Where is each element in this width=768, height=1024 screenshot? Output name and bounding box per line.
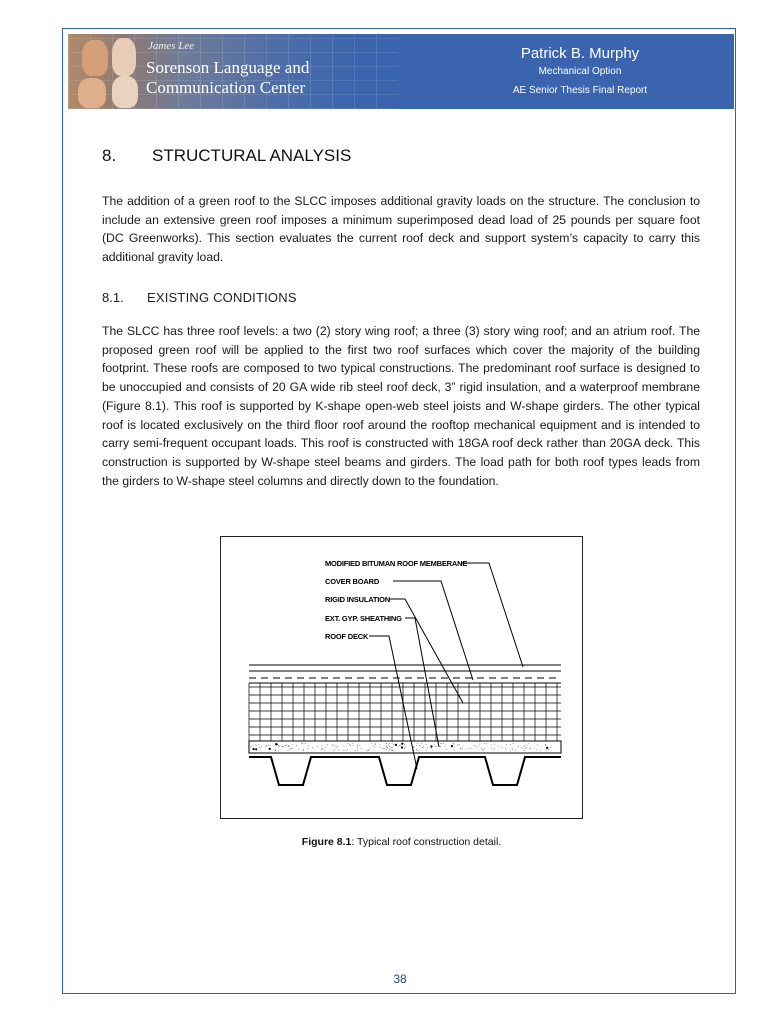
sheathing-dot — [257, 745, 258, 746]
figure-caption-text: : Typical roof construction detail. — [351, 836, 502, 848]
sheathing-dot — [422, 747, 423, 748]
sheathing-dot — [355, 750, 356, 751]
sheathing-dot — [317, 746, 318, 747]
label-gypsum-sheathing: EXT. GYP. SHEATHING — [325, 614, 402, 623]
sheathing-dot — [426, 744, 427, 745]
sheathing-dot — [391, 747, 392, 748]
sheathing-dot — [430, 745, 432, 747]
sheathing-dot — [383, 748, 384, 749]
sheathing-dot — [386, 749, 387, 750]
sheathing-dot — [393, 744, 394, 745]
sheathing-dot — [387, 747, 388, 748]
sheathing-dot — [344, 746, 345, 747]
sheathing-dot — [432, 746, 433, 747]
sheathing-dot — [260, 747, 261, 748]
sheathing-dot — [375, 744, 376, 745]
sheathing-dot — [498, 746, 499, 747]
sheathing-dot — [274, 750, 275, 751]
sheathing-dot — [392, 747, 393, 748]
sheathing-dot — [313, 748, 314, 749]
sheathing-dot — [481, 748, 482, 749]
sheathing-dot — [388, 745, 389, 746]
author-option: Mechanical Option — [538, 66, 622, 77]
sheathing-dot — [534, 748, 535, 749]
section-title: STRUCTURAL ANALYSIS — [152, 146, 352, 165]
sheathing-dot — [266, 745, 267, 746]
sheathing-dot — [321, 748, 322, 749]
sheathing-dot — [357, 748, 358, 749]
sheathing-dot — [526, 747, 527, 748]
sheathing-dot — [482, 749, 483, 750]
sheathing-dot — [389, 746, 390, 747]
logo-title-line2: Communication Center — [146, 78, 306, 97]
sheathing-dot — [522, 748, 523, 749]
sheathing-dot — [506, 744, 507, 745]
sheathing-dot — [389, 743, 390, 744]
sheathing-dot — [260, 747, 261, 748]
sheathing-dot — [345, 750, 346, 751]
sheathing-dot — [416, 749, 417, 750]
sheathing-dot — [357, 746, 358, 747]
sheathing-dot — [308, 745, 309, 746]
subsection-title: EXISTING CONDITIONS — [147, 290, 297, 305]
sheathing-dot — [253, 748, 255, 750]
sheathing-dot — [384, 748, 385, 749]
sheathing-dot — [337, 747, 338, 748]
sheathing-dot — [502, 748, 503, 749]
sheathing-dot — [324, 750, 325, 751]
sheathing-dot — [291, 748, 292, 749]
sheathing-dot — [546, 747, 548, 749]
sign-hand-image — [112, 76, 138, 108]
sheathing-dot — [371, 743, 372, 744]
sheathing-dot — [434, 744, 435, 745]
sheathing-dot — [530, 748, 531, 749]
sheathing-dot — [380, 744, 381, 745]
label-cover-board: COVER BOARD — [325, 577, 380, 586]
sheathing-dot — [391, 750, 392, 751]
sheathing-dot — [255, 748, 257, 750]
sheathing-dot — [491, 748, 492, 749]
sheathing-dot — [394, 745, 395, 746]
sheathing-dot — [333, 750, 334, 751]
sheathing-dot — [349, 744, 350, 745]
sheathing-dot — [296, 745, 297, 746]
sheathing-dot — [261, 746, 262, 747]
sheathing-dot — [419, 745, 420, 746]
gypsum-sheathing — [249, 741, 561, 753]
sheathing-dot — [528, 743, 529, 744]
sheathing-dot — [302, 743, 303, 744]
sheathing-dot — [289, 746, 290, 747]
sheathing-dot — [290, 748, 291, 749]
sheathing-dot — [305, 743, 306, 744]
sheathing-dot — [375, 744, 376, 745]
sheathing-dot — [321, 749, 322, 750]
sheathing-dot — [405, 746, 406, 747]
sheathing-dot — [536, 750, 537, 751]
sheathing-dot — [462, 749, 463, 750]
sheathing-dot — [278, 745, 279, 746]
sheathing-dot — [275, 743, 277, 745]
sheathing-dot — [367, 750, 368, 751]
sheathing-dot — [458, 744, 459, 745]
sheathing-dot — [404, 747, 405, 748]
sheathing-dot — [524, 745, 525, 746]
sheathing-dot — [474, 745, 475, 746]
sheathing-dot — [288, 746, 289, 747]
sheathing-dot — [286, 745, 287, 746]
sheathing-dot — [347, 749, 348, 750]
sheathing-dot — [269, 748, 271, 750]
sheathing-dot — [292, 748, 293, 749]
sheathing-dot — [545, 744, 546, 745]
sheathing-dot — [253, 746, 254, 747]
sheathing-dot — [394, 751, 395, 752]
sheathing-dot — [322, 749, 323, 750]
sheathing-dot — [357, 745, 358, 746]
sheathing-dot — [400, 745, 401, 746]
sheathing-dot — [487, 743, 488, 744]
sheathing-dot — [395, 744, 397, 746]
sheathing-dot — [421, 743, 422, 744]
sheathing-dot — [278, 751, 279, 752]
sheathing-dot — [387, 743, 388, 744]
sheathing-dot — [307, 748, 308, 749]
sheathing-dot — [386, 747, 387, 748]
sheathing-dot — [392, 743, 393, 744]
sheathing-dot — [288, 750, 289, 751]
sheathing-dot — [550, 747, 551, 748]
sheathing-dot — [446, 749, 447, 750]
sheathing-dot — [480, 744, 481, 745]
sheathing-dot — [518, 746, 519, 747]
sheathing-dot — [459, 744, 460, 745]
sheathing-dot — [510, 751, 511, 752]
sheathing-dot — [348, 743, 349, 744]
sheathing-dot — [476, 747, 477, 748]
sheathing-dot — [361, 749, 362, 750]
page-frame — [62, 28, 736, 994]
sheathing-dot — [392, 750, 393, 751]
logo-title-line1: Sorenson Language and — [146, 58, 310, 77]
sheathing-dot — [445, 746, 446, 747]
sheathing-dot — [527, 745, 528, 746]
sheathing-dot — [468, 748, 469, 749]
sheathing-dot — [352, 743, 353, 744]
sheathing-dot — [423, 747, 424, 748]
figure-caption — [220, 836, 583, 848]
sheathing-dot — [540, 750, 541, 751]
sheathing-dot — [390, 749, 391, 750]
sheathing-dot — [491, 745, 492, 746]
sheathing-dot — [493, 750, 494, 751]
sheathing-dot — [386, 746, 387, 747]
sheathing-dot — [303, 751, 304, 752]
sheathing-dot — [268, 745, 269, 746]
author-name: Patrick B. Murphy — [520, 45, 640, 62]
sheathing-dot — [431, 748, 432, 749]
sheathing-dot — [435, 746, 436, 747]
sheathing-dot — [333, 746, 334, 747]
sheathing-dot — [416, 745, 417, 746]
sheathing-dot — [288, 745, 289, 746]
sheathing-dot — [524, 746, 525, 747]
sheathing-dot — [515, 750, 516, 751]
sheathing-dot — [338, 749, 339, 750]
sheathing-dot — [293, 744, 294, 745]
figure-caption-label: Figure 8.1 — [301, 836, 352, 848]
sheathing-dot — [461, 748, 462, 749]
sheathing-dot — [398, 746, 399, 747]
sheathing-dot — [513, 743, 514, 744]
subsection-number: 8.1. — [102, 290, 124, 305]
roof-detail-figure — [220, 536, 583, 819]
sheathing-dot — [454, 744, 455, 745]
sheathing-dot — [510, 744, 511, 745]
section-number: 8. — [102, 146, 117, 165]
sheathing-dot — [357, 750, 358, 751]
sheathing-dot — [404, 748, 405, 749]
sheathing-dot — [332, 745, 333, 746]
sheathing-dot — [279, 746, 280, 747]
sheathing-dot — [359, 745, 360, 746]
label-roof-membrane: MODIFIED BITUMAN ROOF MEMBERANE — [325, 559, 468, 568]
sign-hand-image — [78, 78, 106, 108]
sheathing-dot — [265, 746, 266, 747]
sheathing-dot — [350, 746, 351, 747]
sheathing-dot — [525, 748, 526, 749]
logo-small-text: James Lee — [148, 40, 195, 52]
sheathing-dot — [325, 747, 326, 748]
sheathing-dot — [494, 744, 495, 745]
section-intro-paragraph: The addition of a green roof to the SLCC imposes additional gravity loads on the structure. The conclusion to include an extensive green roof imposes a minimum superimposed dead load of 25 pounds per square foot (DC Greenworks). This section evaluates the current roof deck and support system’s capacity to carry this additional gravity load. — [102, 194, 700, 265]
sheathing-dot — [369, 749, 370, 750]
report-title: AE Senior Thesis Final Report — [512, 85, 648, 96]
sheathing-dot — [537, 744, 538, 745]
sheathing-dot — [483, 750, 484, 751]
sheathing-dot — [455, 747, 456, 748]
sheathing-dot — [303, 749, 304, 750]
sheathing-dot — [336, 745, 337, 746]
sheathing-dot — [524, 750, 525, 751]
sheathing-dot — [401, 743, 403, 745]
sheathing-dot — [327, 745, 328, 746]
sheathing-dot — [545, 745, 546, 746]
sheathing-dot — [334, 749, 335, 750]
sheathing-dot — [374, 747, 375, 748]
sheathing-dot — [419, 751, 420, 752]
sheathing-dot — [417, 743, 418, 744]
sheathing-dot — [404, 745, 405, 746]
sheathing-dot — [426, 750, 427, 751]
sheathing-dot — [275, 750, 276, 751]
page-number: 38 — [393, 972, 407, 986]
sheathing-dot — [251, 746, 252, 747]
sheathing-dot — [373, 745, 374, 746]
sheathing-dot — [282, 746, 283, 747]
sheathing-dot — [512, 749, 513, 750]
label-rigid-insulation: RIGID INSULATION — [325, 595, 390, 604]
sheathing-dot — [432, 750, 433, 751]
sheathing-dot — [494, 748, 495, 749]
sheathing-dot — [440, 746, 441, 747]
sheathing-dot — [441, 743, 442, 744]
sheathing-dot — [312, 747, 313, 748]
roof-deck-profile — [249, 757, 561, 785]
sheathing-dot — [392, 750, 393, 751]
sheathing-dot — [451, 745, 453, 747]
sheathing-dot — [484, 743, 485, 744]
sheathing-dot — [471, 748, 472, 749]
sheathing-dot — [413, 746, 414, 747]
sheathing-dot — [401, 746, 403, 748]
sheathing-dot — [505, 749, 506, 750]
sheathing-dot — [440, 743, 441, 744]
sheathing-dot — [458, 745, 459, 746]
sheathing-dot — [284, 747, 285, 748]
sheathing-dot — [368, 750, 369, 751]
sheathing-dot — [255, 745, 256, 746]
sheathing-dot — [417, 750, 418, 751]
sheathing-dot — [322, 745, 323, 746]
sheathing-dot — [301, 743, 302, 744]
sheathing-dot — [270, 745, 271, 746]
sheathing-dot — [289, 749, 290, 750]
sheathing-dot — [353, 745, 354, 746]
sheathing-dot — [436, 746, 437, 747]
sheathing-dot — [277, 744, 278, 745]
sheathing-dot — [548, 749, 549, 750]
sheathing-dot — [336, 747, 337, 748]
subsection-body-paragraph: The SLCC has three roof levels: a two (2) story wing roof; a three (3) story wing roof; and an atrium roof. The proposed green roof will be applied to the first two roof surfaces which cover the majority of the building footprint. These roofs are composed to two typical constructions. The predominant roof surface is designed to be unoccupied and consists of 20 GA wide rib steel roof deck, 3” rigid insulation, and a waterproof membrane (Figure 8.1). This roof is supported by K-shape open-web steel joists and W-shape girders. The other typical roof is located exclusively on the third floor roof around the rooftop mechanical equipment and is intended to carry semi-frequent occupant loads. This roof is constructed with 18GA roof deck rather than 20GA deck. This construction is supported by W-shape steel beams and girders. The load path for both roof types leads from the girders to W-shape steel columns and directly down to the foundation. — [102, 324, 700, 488]
sheathing-dot — [453, 743, 454, 744]
sheathing-dot — [298, 749, 299, 750]
sheathing-dot — [454, 750, 455, 751]
sheathing-dot — [413, 747, 414, 748]
sheathing-dot — [258, 744, 259, 745]
sheathing-dot — [389, 750, 390, 751]
roof-detail-drawing — [221, 537, 582, 818]
sheathing-dot — [427, 747, 428, 748]
sheathing-dot — [285, 745, 286, 746]
sheathing-dot — [343, 750, 344, 751]
sheathing-dot — [443, 743, 444, 744]
sheathing-dot — [380, 747, 381, 748]
sheathing-dot — [484, 748, 485, 749]
leader-roof-membrane — [461, 563, 523, 667]
sign-hand-image — [112, 38, 136, 76]
sheathing-dot — [547, 750, 548, 751]
sheathing-dot — [399, 745, 400, 746]
sign-hand-image — [82, 40, 108, 76]
label-roof-deck: ROOF DECK — [325, 632, 369, 641]
